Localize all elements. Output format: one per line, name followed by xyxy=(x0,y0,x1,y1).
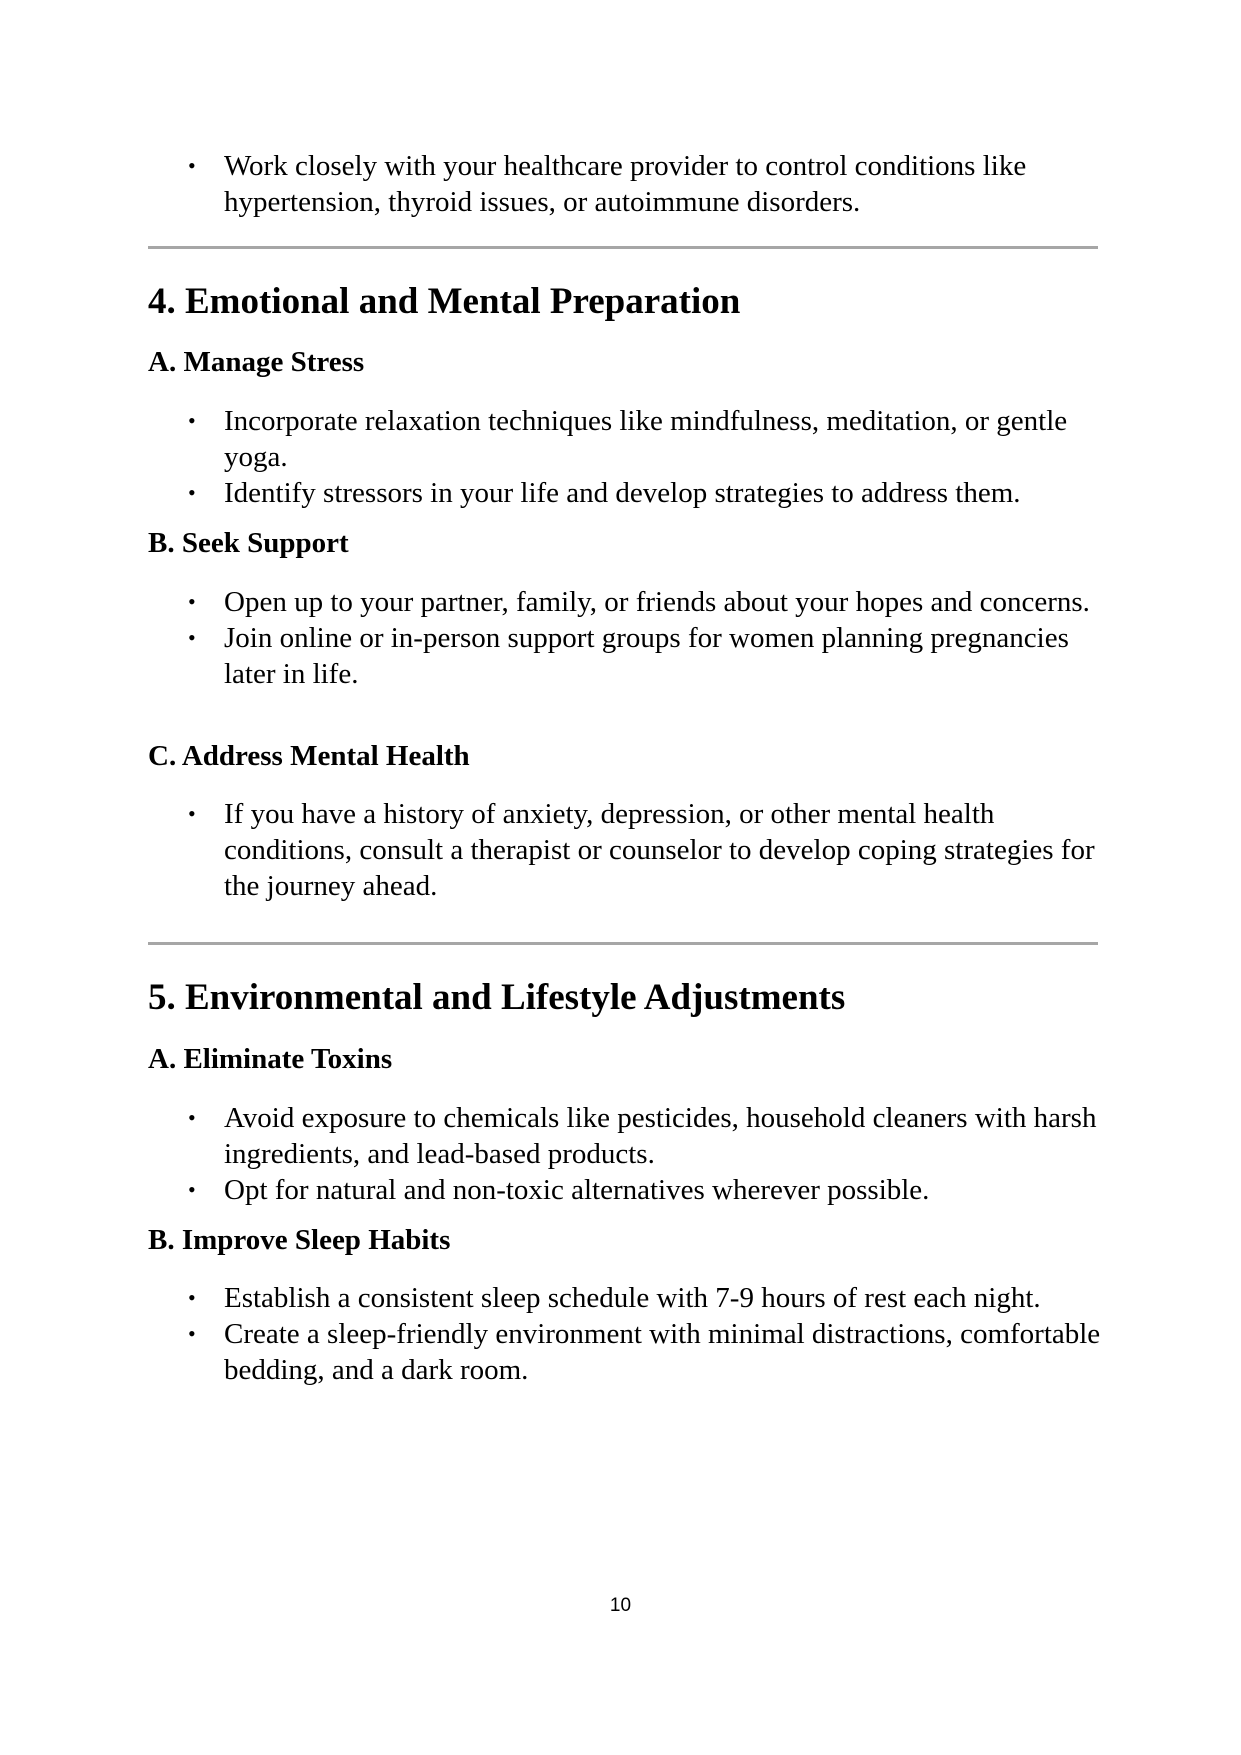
list-item xyxy=(148,475,1108,511)
bullet-text: If you have a history of anxiety, depression, or other mental health conditions, consult a therapist or counselor to develop coping strategies for the journey ahead. xyxy=(224,798,1095,902)
bullet-text: Open up to your partner, family, or friends about your hopes and concerns. xyxy=(224,586,1090,618)
bullet-icon: • xyxy=(188,1177,196,1202)
subsection-5b-heading: B. Improve Sleep Habits xyxy=(148,1224,451,1256)
intro-bullet-list xyxy=(148,148,1108,220)
subsection-4b-list xyxy=(148,584,1108,692)
bullet-icon: • xyxy=(188,801,196,826)
bullet-icon: • xyxy=(188,480,196,505)
bullet-icon: • xyxy=(188,1285,196,1310)
list-item xyxy=(148,796,1108,904)
subsection-5a-list xyxy=(148,1100,1108,1208)
bullet-text: Identify stressors in your life and develop strategies to address them. xyxy=(224,477,1021,509)
bullet-icon: • xyxy=(188,1105,196,1130)
bullet-text: Join online or in-person support groups for women planning pregnancies later in life. xyxy=(224,622,1069,690)
section-5-heading: 5. Environmental and Lifestyle Adjustments xyxy=(148,977,846,1018)
subsection-4b-heading: B. Seek Support xyxy=(148,527,349,559)
subsection-4c-heading: C. Address Mental Health xyxy=(148,740,470,772)
section-4-heading: 4. Emotional and Mental Preparation xyxy=(148,281,741,322)
bullet-icon: • xyxy=(188,625,196,650)
subsection-4a-heading: A. Manage Stress xyxy=(148,346,365,378)
bullet-text: Create a sleep-friendly environment with minimal distractions, comfortable bedding, and a dark room. xyxy=(224,1318,1101,1386)
subsection-5b-list xyxy=(148,1280,1108,1388)
list-item xyxy=(148,403,1108,475)
list-item xyxy=(148,1172,1108,1208)
list-item xyxy=(148,584,1108,620)
list-item xyxy=(148,148,1108,220)
section-divider xyxy=(148,246,1098,249)
list-item xyxy=(148,1100,1108,1172)
subsection-4c-list xyxy=(148,796,1108,904)
list-item xyxy=(148,1316,1108,1388)
bullet-text: Incorporate relaxation techniques like mindfulness, meditation, or gentle yoga. xyxy=(224,405,1068,473)
bullet-icon: • xyxy=(188,153,196,178)
bullet-text: Opt for natural and non-toxic alternatives wherever possible. xyxy=(224,1174,930,1206)
bullet-icon: • xyxy=(188,1321,196,1346)
bullet-text: Avoid exposure to chemicals like pesticides, household cleaners with harsh ingredients, and lead-based products. xyxy=(224,1102,1097,1170)
bullet-text: Establish a consistent sleep schedule with 7-9 hours of rest each night. xyxy=(224,1282,1041,1314)
section-divider xyxy=(148,942,1098,945)
list-item xyxy=(148,620,1108,692)
bullet-icon: • xyxy=(188,589,196,614)
subsection-5a-heading: A. Eliminate Toxins xyxy=(148,1043,393,1075)
bullet-icon: • xyxy=(188,408,196,433)
bullet-text: Work closely with your healthcare provider to control conditions like hypertension, thyroid issues, or autoimmune disorders. xyxy=(224,150,1027,218)
page-number: 10 xyxy=(609,1595,632,1616)
subsection-4a-list xyxy=(148,403,1108,511)
list-item xyxy=(148,1280,1108,1316)
